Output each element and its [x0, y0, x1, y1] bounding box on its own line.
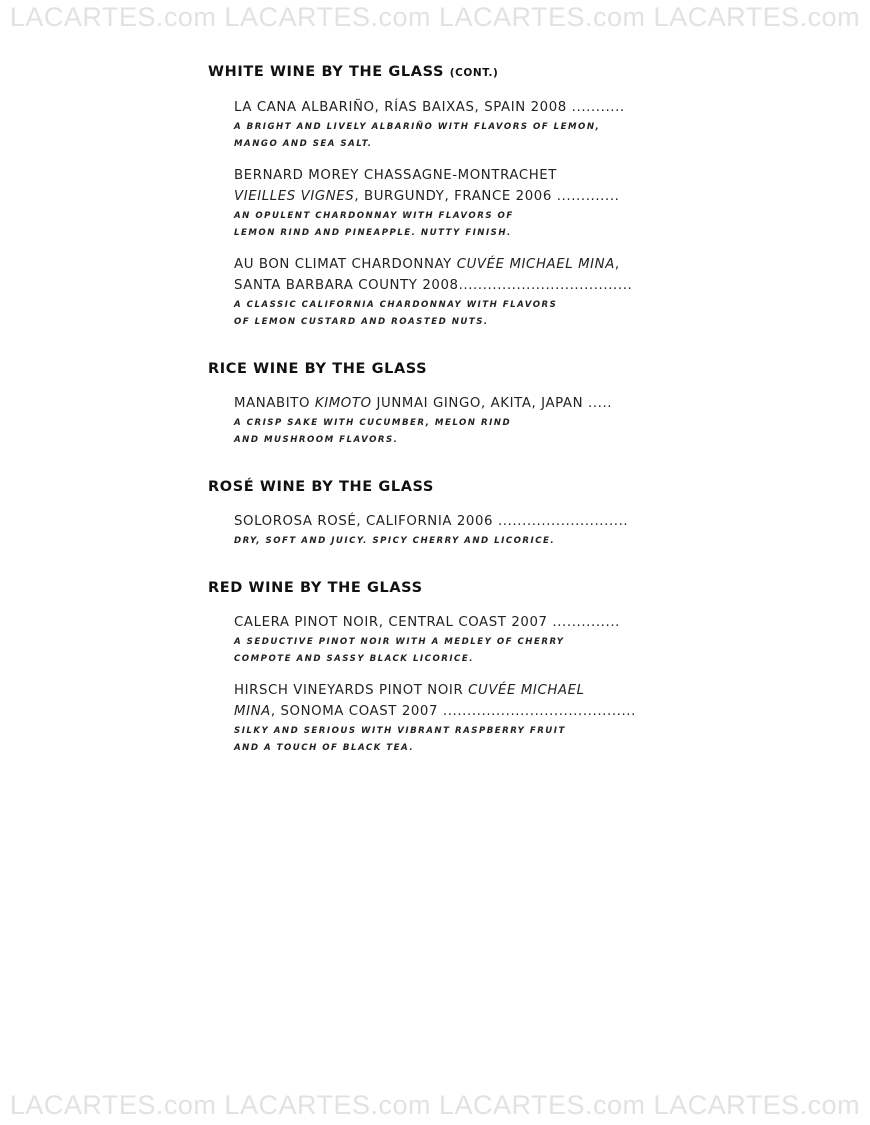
item-name-line2: SANTA BARBARA COUNTY 2008....................................: [234, 278, 633, 293]
item-name: CALERA PINOT NOIR, CENTRAL COAST 2007 ..............: [234, 615, 620, 630]
item-name: LA CANA ALBARIÑO, RÍAS BAIXAS, SPAIN 2008 ...........: [234, 100, 625, 115]
menu-item-manabito: [234, 393, 688, 449]
menu-item-au-bon-climat: [234, 254, 688, 331]
wine-menu: [208, 60, 688, 783]
item-name: SOLOROSA ROSÉ, CALIFORNIA 2006 ...........................: [234, 514, 629, 529]
item-name: HIRSCH VINEYARDS PINOT NOIR CUVÉE MICHAEL: [234, 683, 585, 698]
item-description: A BRIGHT AND LIVELY ALBARIÑO WITH FLAVORS OF LEMON, MANGO AND SEA SALT.: [234, 122, 601, 149]
item-name: AU BON CLIMAT CHARDONNAY CUVÉE MICHAEL MINA,: [234, 257, 620, 272]
item-description: DRY, SOFT AND JUICY. SPICY CHERRY AND LICORICE.: [234, 536, 556, 546]
section-rose-wine: [208, 475, 688, 550]
watermark-top: LACARTES.com LACARTES.com LACARTES.com LACARTES.com: [9, 2, 861, 32]
section-title: WHITE WINE BY THE GLASS (CONT.): [208, 64, 499, 80]
item-description: A SEDUCTIVE PINOT NOIR WITH A MEDLEY OF CHERRY COMPOTE AND SASSY BLACK LICORICE.: [234, 637, 565, 664]
section-title: ROSÉ WINE BY THE GLASS: [208, 479, 434, 495]
item-description: A CLASSIC CALIFORNIA CHARDONNAY WITH FLAVORS OF LEMON CUSTARD AND ROASTED NUTS.: [234, 300, 558, 327]
menu-item-calera: [234, 612, 688, 668]
item-description: A CRISP SAKE WITH CUCUMBER, MELON RIND AND MUSHROOM FLAVORS.: [234, 418, 512, 445]
menu-item-hirsch: [234, 680, 688, 757]
item-name: BERNARD MOREY CHASSAGNE-MONTRACHET: [234, 168, 558, 183]
section-title: RED WINE BY THE GLASS: [208, 580, 423, 596]
section-rice-wine: [208, 357, 688, 449]
item-name: MANABITO KIMOTO JUNMAI GINGO, AKITA, JAPAN .....: [234, 396, 613, 411]
section-title: RICE WINE BY THE GLASS: [208, 361, 428, 377]
section-red-wine: [208, 576, 688, 757]
menu-item-solorosa: [234, 511, 688, 550]
item-description: AN OPULENT CHARDONNAY WITH FLAVORS OF LEMON RIND AND PINEAPPLE. NUTTY FINISH.: [234, 211, 514, 238]
menu-item-bernard-morey: [234, 165, 688, 242]
item-name-line2: MINA, SONOMA COAST 2007 ........................................: [234, 704, 636, 719]
menu-item-la-cana: [234, 97, 688, 153]
section-title-note: (CONT.): [449, 67, 499, 79]
item-name-line2: VIEILLES VIGNES, BURGUNDY, FRANCE 2006 .............: [234, 189, 620, 204]
section-white-wine: [208, 60, 688, 331]
item-description: SILKY AND SERIOUS WITH VIBRANT RASPBERRY FRUIT AND A TOUCH OF BLACK TEA.: [234, 726, 566, 753]
watermark-bottom: LACARTES.com LACARTES.com LACARTES.com LACARTES.com: [9, 1090, 861, 1120]
